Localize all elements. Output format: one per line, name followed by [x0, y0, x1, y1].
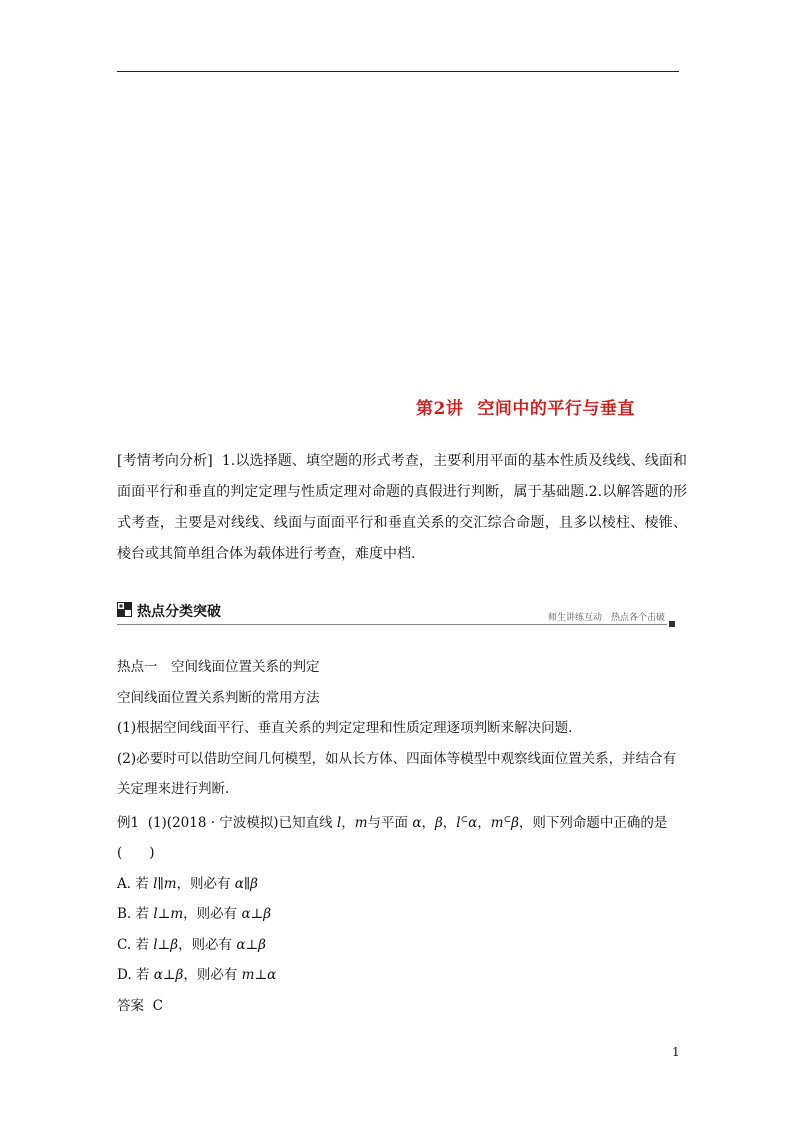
analysis-text: 1.以选择题、填空题的形式考查，主要利用平面的基本性质及线线、线面和面面平行和垂直的判定定理与性质定理对命题的真假进行判断，属于基础题.2.以解答题的形式考查，主要是对线线、线面与面面平行和垂直关系的交汇综合命题，且多以棱柱、棱锥、棱台或其简单组合体为载体进行考查，难度中档. [117, 453, 687, 562]
main-content [117, 652, 687, 1021]
subset-symbol: ⊂ [460, 814, 469, 825]
checker-icon [117, 602, 132, 617]
option-letter: B. [117, 906, 132, 922]
sep: ， [341, 814, 355, 831]
sep: ， [442, 814, 457, 831]
banner-title: 热点分类突破 [137, 604, 221, 620]
lecture-topic: 空间中的平行与垂直 [477, 399, 635, 419]
banner-rule [117, 624, 667, 625]
hotspot-title: 热点一 空间线面位置关系的判定 [117, 659, 320, 675]
option-c [117, 930, 687, 961]
option-d [117, 960, 687, 991]
option-a [117, 869, 687, 900]
plane-alpha: α [412, 814, 422, 831]
option-then: ，则必有 [183, 906, 238, 922]
exam-analysis [117, 446, 687, 570]
option-then: ，则必有 [183, 967, 238, 983]
option-premise: l⊥m [153, 906, 184, 922]
example-tail: ，则下列命题中正确的是( ) [117, 814, 668, 861]
answer-line [117, 991, 687, 1022]
option-premise: α⊥β [153, 967, 184, 983]
example-part: (1)(2018 · 宁波模拟)已知直线 [147, 814, 333, 831]
option-conclusion: α∥β [234, 875, 258, 892]
method-item-2: (2)必要时可以借助空间几何模型，如从长方体、四面体等模型中观察线面位置关系，并结合有关定理来进行判断. [117, 750, 677, 797]
option-premise: l⊥β [153, 936, 179, 953]
method-title: 空间线面位置关系判断的常用方法 [117, 689, 320, 706]
page-number: 1 [672, 1045, 680, 1059]
method-item-1: (1)根据空间线面平行、垂直关系的判定定理和性质定理逐项判断来解决问题. [117, 720, 573, 736]
option-conclusion: α⊥β [241, 906, 272, 922]
option-premise: l∥m [153, 875, 177, 892]
lecture-title [416, 394, 635, 419]
section-banner [117, 600, 679, 630]
answer-value: C [152, 997, 163, 1014]
example-stem [117, 805, 687, 869]
example-label: 例1 [117, 814, 140, 831]
with-plane: 与平面 [367, 814, 409, 831]
banner-subtitle: 师生讲练互动 热点各个击破 [547, 613, 665, 623]
option-if: 若 [135, 875, 149, 892]
line-l: l [336, 814, 342, 831]
option-if: 若 [135, 967, 150, 983]
plane-beta-2: β [511, 814, 519, 831]
sep: ， [477, 814, 491, 831]
plane-alpha-2: α [468, 814, 478, 831]
answer-label: 答案 [117, 997, 144, 1014]
header-rule [117, 71, 679, 72]
line-m: m [354, 814, 368, 831]
option-if: 若 [135, 936, 149, 953]
option-conclusion: m⊥α [241, 967, 277, 983]
option-letter: C. [117, 936, 132, 953]
line-l-2: l [456, 814, 461, 831]
line-m-2: m [490, 814, 504, 831]
option-letter: D. [117, 967, 132, 983]
plane-beta: β [434, 814, 443, 831]
subset-symbol: ⊂ [503, 814, 512, 825]
lecture-number: 第2讲 [416, 399, 464, 419]
sep: ， [421, 814, 435, 831]
banner-dot [669, 621, 675, 627]
option-then: ，则必有 [178, 936, 233, 953]
option-letter: A. [117, 875, 132, 892]
analysis-tag: [考情考向分析] [117, 453, 213, 469]
option-b [117, 899, 687, 930]
option-conclusion: α⊥β [236, 936, 266, 953]
option-if: 若 [135, 906, 150, 922]
option-then: ，则必有 [176, 875, 231, 892]
